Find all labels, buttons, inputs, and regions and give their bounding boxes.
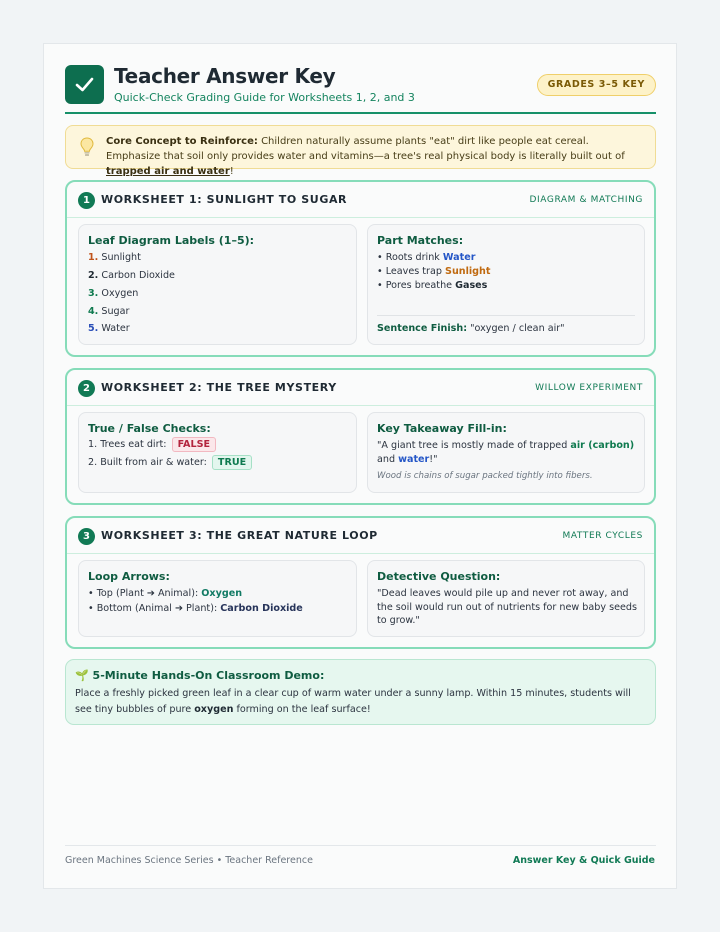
core-concept-text bbox=[106, 134, 646, 179]
false-badge: FALSE bbox=[172, 437, 216, 452]
item-text: Oxygen bbox=[101, 288, 139, 299]
concept-end: ! bbox=[229, 166, 234, 177]
item-text: 2. Built from air & water: bbox=[88, 457, 207, 468]
list-item bbox=[377, 266, 490, 277]
demo-emphasis: oxygen bbox=[194, 704, 234, 715]
worksheet-header bbox=[67, 518, 654, 554]
core-concept-callout bbox=[65, 125, 656, 177]
concept-label: Core Concept to Reinforce: bbox=[106, 136, 258, 147]
worksheet-number: 2 bbox=[78, 380, 95, 397]
item-number: 4. bbox=[88, 306, 99, 317]
card-title: True / False Checks: bbox=[88, 422, 211, 435]
item-text: Sugar bbox=[101, 306, 130, 317]
grade-badge: GRADES 3–5 KEY bbox=[537, 74, 656, 96]
item-number: 3. bbox=[88, 288, 99, 299]
sentence-value: "oxygen / clean air" bbox=[467, 323, 565, 334]
worksheet-2-section bbox=[65, 368, 656, 505]
leaf-labels-card bbox=[78, 224, 357, 345]
true-false-card bbox=[78, 412, 357, 493]
worksheet-title: WORKSHEET 3: THE GREAT NATURE LOOP bbox=[101, 529, 378, 542]
card-title: Leaf Diagram Labels (1–5): bbox=[88, 234, 255, 247]
item-text: • Bottom (Animal ➔ Plant): bbox=[88, 603, 221, 614]
takeaway-note: Wood is chains of sugar packed tightly into fibers. bbox=[377, 471, 593, 481]
list-item bbox=[88, 288, 138, 299]
takeaway-part: "A giant tree is mostly made of trapped bbox=[377, 440, 571, 451]
answer-key-page bbox=[43, 43, 677, 889]
demo-body: Place a freshly picked green leaf in a clear cup of warm water under a sunny lamp. Within 15 minutes, students will see tiny bubbles of pure bbox=[75, 688, 631, 715]
classroom-demo-callout bbox=[65, 659, 656, 725]
list-item bbox=[88, 588, 242, 599]
item-text: Water bbox=[101, 323, 130, 334]
list-item bbox=[88, 323, 130, 334]
card-title: Part Matches: bbox=[377, 234, 464, 247]
takeaway-text bbox=[377, 439, 639, 466]
footer-divider bbox=[65, 845, 656, 846]
item-answer: Sunlight bbox=[445, 266, 491, 277]
loop-arrows-card bbox=[78, 560, 357, 637]
item-number: 2. bbox=[88, 270, 99, 281]
item-text: Sunlight bbox=[101, 252, 141, 263]
item-answer: Water bbox=[442, 252, 476, 263]
card-title: Loop Arrows: bbox=[88, 570, 170, 583]
header-divider bbox=[65, 112, 656, 114]
item-answer: Gases bbox=[455, 280, 488, 291]
list-item bbox=[377, 280, 487, 291]
list-item bbox=[88, 603, 303, 614]
worksheet-tag: MATTER CYCLES bbox=[562, 531, 643, 541]
item-answer: Carbon Dioxide bbox=[220, 603, 303, 614]
list-item bbox=[377, 252, 475, 263]
demo-title-text: 5-Minute Hands-On Classroom Demo: bbox=[92, 669, 325, 682]
takeaway-part: !" bbox=[429, 453, 438, 465]
footer-label: Answer Key & Quick Guide bbox=[512, 855, 655, 866]
checkmark-icon bbox=[74, 74, 95, 95]
worksheet-number: 3 bbox=[78, 528, 95, 545]
item-text: 1. Trees eat dirt: bbox=[88, 439, 167, 450]
item-text: • Leaves trap bbox=[377, 266, 446, 277]
item-text: Carbon Dioxide bbox=[101, 270, 175, 281]
item-text: • Top (Plant ➔ Animal): bbox=[88, 588, 202, 599]
card-divider bbox=[377, 315, 635, 316]
worksheet-tag: DIAGRAM & MATCHING bbox=[529, 195, 643, 205]
worksheet-title: WORKSHEET 2: THE TREE MYSTERY bbox=[101, 381, 337, 394]
worksheet-3-section bbox=[65, 516, 656, 649]
demo-end: forming on the leaf surface! bbox=[233, 704, 371, 715]
takeaway-answer: air (carbon) bbox=[570, 440, 635, 451]
logo-badge bbox=[65, 65, 104, 104]
item-text: • Pores breathe bbox=[377, 280, 456, 291]
worksheet-title: WORKSHEET 1: SUNLIGHT TO SUGAR bbox=[101, 193, 348, 206]
item-answer: Oxygen bbox=[201, 588, 243, 599]
sentence-finish bbox=[377, 323, 565, 334]
worksheet-header bbox=[67, 182, 654, 218]
item-number: 5. bbox=[88, 323, 99, 334]
takeaway-answer: water bbox=[398, 453, 430, 465]
key-takeaway-card bbox=[367, 412, 645, 493]
demo-title bbox=[75, 669, 324, 682]
true-badge: TRUE bbox=[212, 455, 252, 470]
card-title: Detective Question: bbox=[377, 570, 501, 583]
card-title: Key Takeaway Fill-in: bbox=[377, 422, 507, 435]
detective-question-card bbox=[367, 560, 645, 637]
sentence-label: Sentence Finish: bbox=[377, 323, 468, 334]
seedling-icon: 🌱 bbox=[75, 669, 89, 682]
list-item bbox=[88, 270, 175, 281]
page-subtitle: Quick-Check Grading Guide for Worksheets 1, 2, and 3 bbox=[114, 91, 415, 104]
worksheet-header bbox=[67, 370, 654, 406]
worksheet-number: 1 bbox=[78, 192, 95, 209]
demo-text bbox=[75, 686, 647, 718]
concept-body: Children naturally assume plants "eat" dirt like people eat cereal. Emphasize that soil only provides water and vitamins—a tree's real physical body is literally built out of bbox=[106, 136, 625, 162]
takeaway-part: and bbox=[377, 453, 399, 465]
concept-emphasis: trapped air and water bbox=[106, 166, 230, 177]
list-item bbox=[88, 437, 216, 452]
worksheet-tag: WILLOW EXPERIMENT bbox=[535, 383, 643, 393]
page-title: Teacher Answer Key bbox=[114, 64, 336, 88]
item-text: • Roots drink bbox=[377, 252, 443, 263]
item-number: 1. bbox=[88, 252, 99, 263]
part-matches-card bbox=[367, 224, 645, 345]
worksheet-1-section bbox=[65, 180, 656, 357]
lightbulb-icon bbox=[80, 137, 94, 157]
footer-series: Green Machines Science Series • Teacher Reference bbox=[65, 855, 313, 866]
list-item bbox=[88, 306, 129, 317]
list-item bbox=[88, 455, 252, 470]
list-item bbox=[88, 252, 141, 263]
detective-answer: "Dead leaves would pile up and never rot away, and the soil would run out of nutrients for new baby seeds to grow." bbox=[377, 588, 637, 626]
page-header bbox=[65, 65, 656, 115]
